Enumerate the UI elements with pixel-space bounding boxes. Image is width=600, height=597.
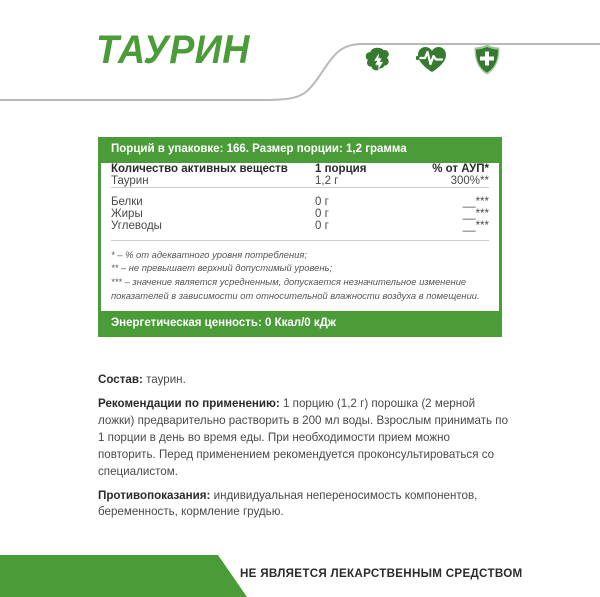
composition-paragraph <box>98 372 508 389</box>
macro-name: Жиры <box>111 207 143 220</box>
nutrient-name: Таурин <box>111 174 149 187</box>
macro-name: Углеводы <box>111 219 162 232</box>
heart-pulse-icon <box>413 38 451 80</box>
servings-bar: Порций в упаковке: 166. Размер порции: 1,2 грамма <box>101 137 499 163</box>
contraindications-text: индивидуальная непереносимость компонентов, беременность, кормление грудью. <box>98 488 478 519</box>
nutrient-serving: 1,2 г <box>315 174 339 187</box>
disclaimer-text: НЕ ЯВЛЯЕТСЯ ЛЕКАРСТВЕННЫМ СРЕДСТВОМ <box>240 567 523 580</box>
footnote-3: *** – значение является усредненным, допускается незначительное изменение показателей в зависимости от относительной влажности воздуха в помещении. <box>111 275 480 301</box>
table-row <box>111 208 489 220</box>
table-row <box>111 175 489 187</box>
header-curve-divider <box>0 0 600 118</box>
macro-serving: 0 г <box>315 195 329 208</box>
contraindications-paragraph <box>98 488 508 522</box>
composition-label: Состав: <box>98 373 143 386</box>
table-row <box>111 188 489 208</box>
footnotes <box>111 241 489 312</box>
table-header-row <box>111 163 489 175</box>
nutrition-table <box>111 163 489 187</box>
brain-icon <box>358 38 396 80</box>
column-header-name: Количество активных веществ <box>111 162 288 175</box>
column-header-serving: 1 порция <box>315 162 367 175</box>
page-header <box>0 0 600 118</box>
nutrition-facts-panel <box>98 137 502 337</box>
usage-paragraph <box>98 396 508 481</box>
macro-name: Белки <box>111 195 143 208</box>
benefit-icons <box>358 38 506 80</box>
table-row <box>111 220 489 240</box>
macro-serving: 0 г <box>315 219 329 232</box>
page-footer <box>0 552 600 597</box>
footnote-1: * – % от адекватного уровня потребления; <box>111 248 307 260</box>
usage-label: Рекомендации по применению: <box>98 396 280 410</box>
shield-plus-icon <box>468 38 506 80</box>
macro-percent: __*** <box>462 195 489 208</box>
column-header-percent: % от АУП* <box>432 162 489 175</box>
macro-percent: __*** <box>462 219 489 232</box>
macro-serving: 0 г <box>315 207 329 220</box>
composition-text: таурин. <box>142 373 186 386</box>
product-description <box>98 372 508 528</box>
usage-text: 1 порцию (1,2 г) порошка (2 мерной ложки) предварительно растворить в 200 мл воды. Взрослым принимать по 1 порции в день во время еды. При необходимости прием можно повторить. Перед применением рекомендуется проконсультироваться со специалистом. <box>98 396 509 478</box>
macro-percent: __*** <box>462 207 489 220</box>
energy-value-bar: Энергетическая ценность: 0 Ккал/0 кДж <box>101 311 499 337</box>
nutrient-percent: 300%** <box>450 174 489 187</box>
macronutrient-table <box>111 188 489 240</box>
contraindications-label: Противопоказания: <box>98 488 211 502</box>
nutrition-table-body <box>101 163 499 312</box>
footnote-2: ** – не превышает верхний допустимый уровень; <box>111 262 333 274</box>
page-title: ТАУРИН <box>96 28 250 72</box>
